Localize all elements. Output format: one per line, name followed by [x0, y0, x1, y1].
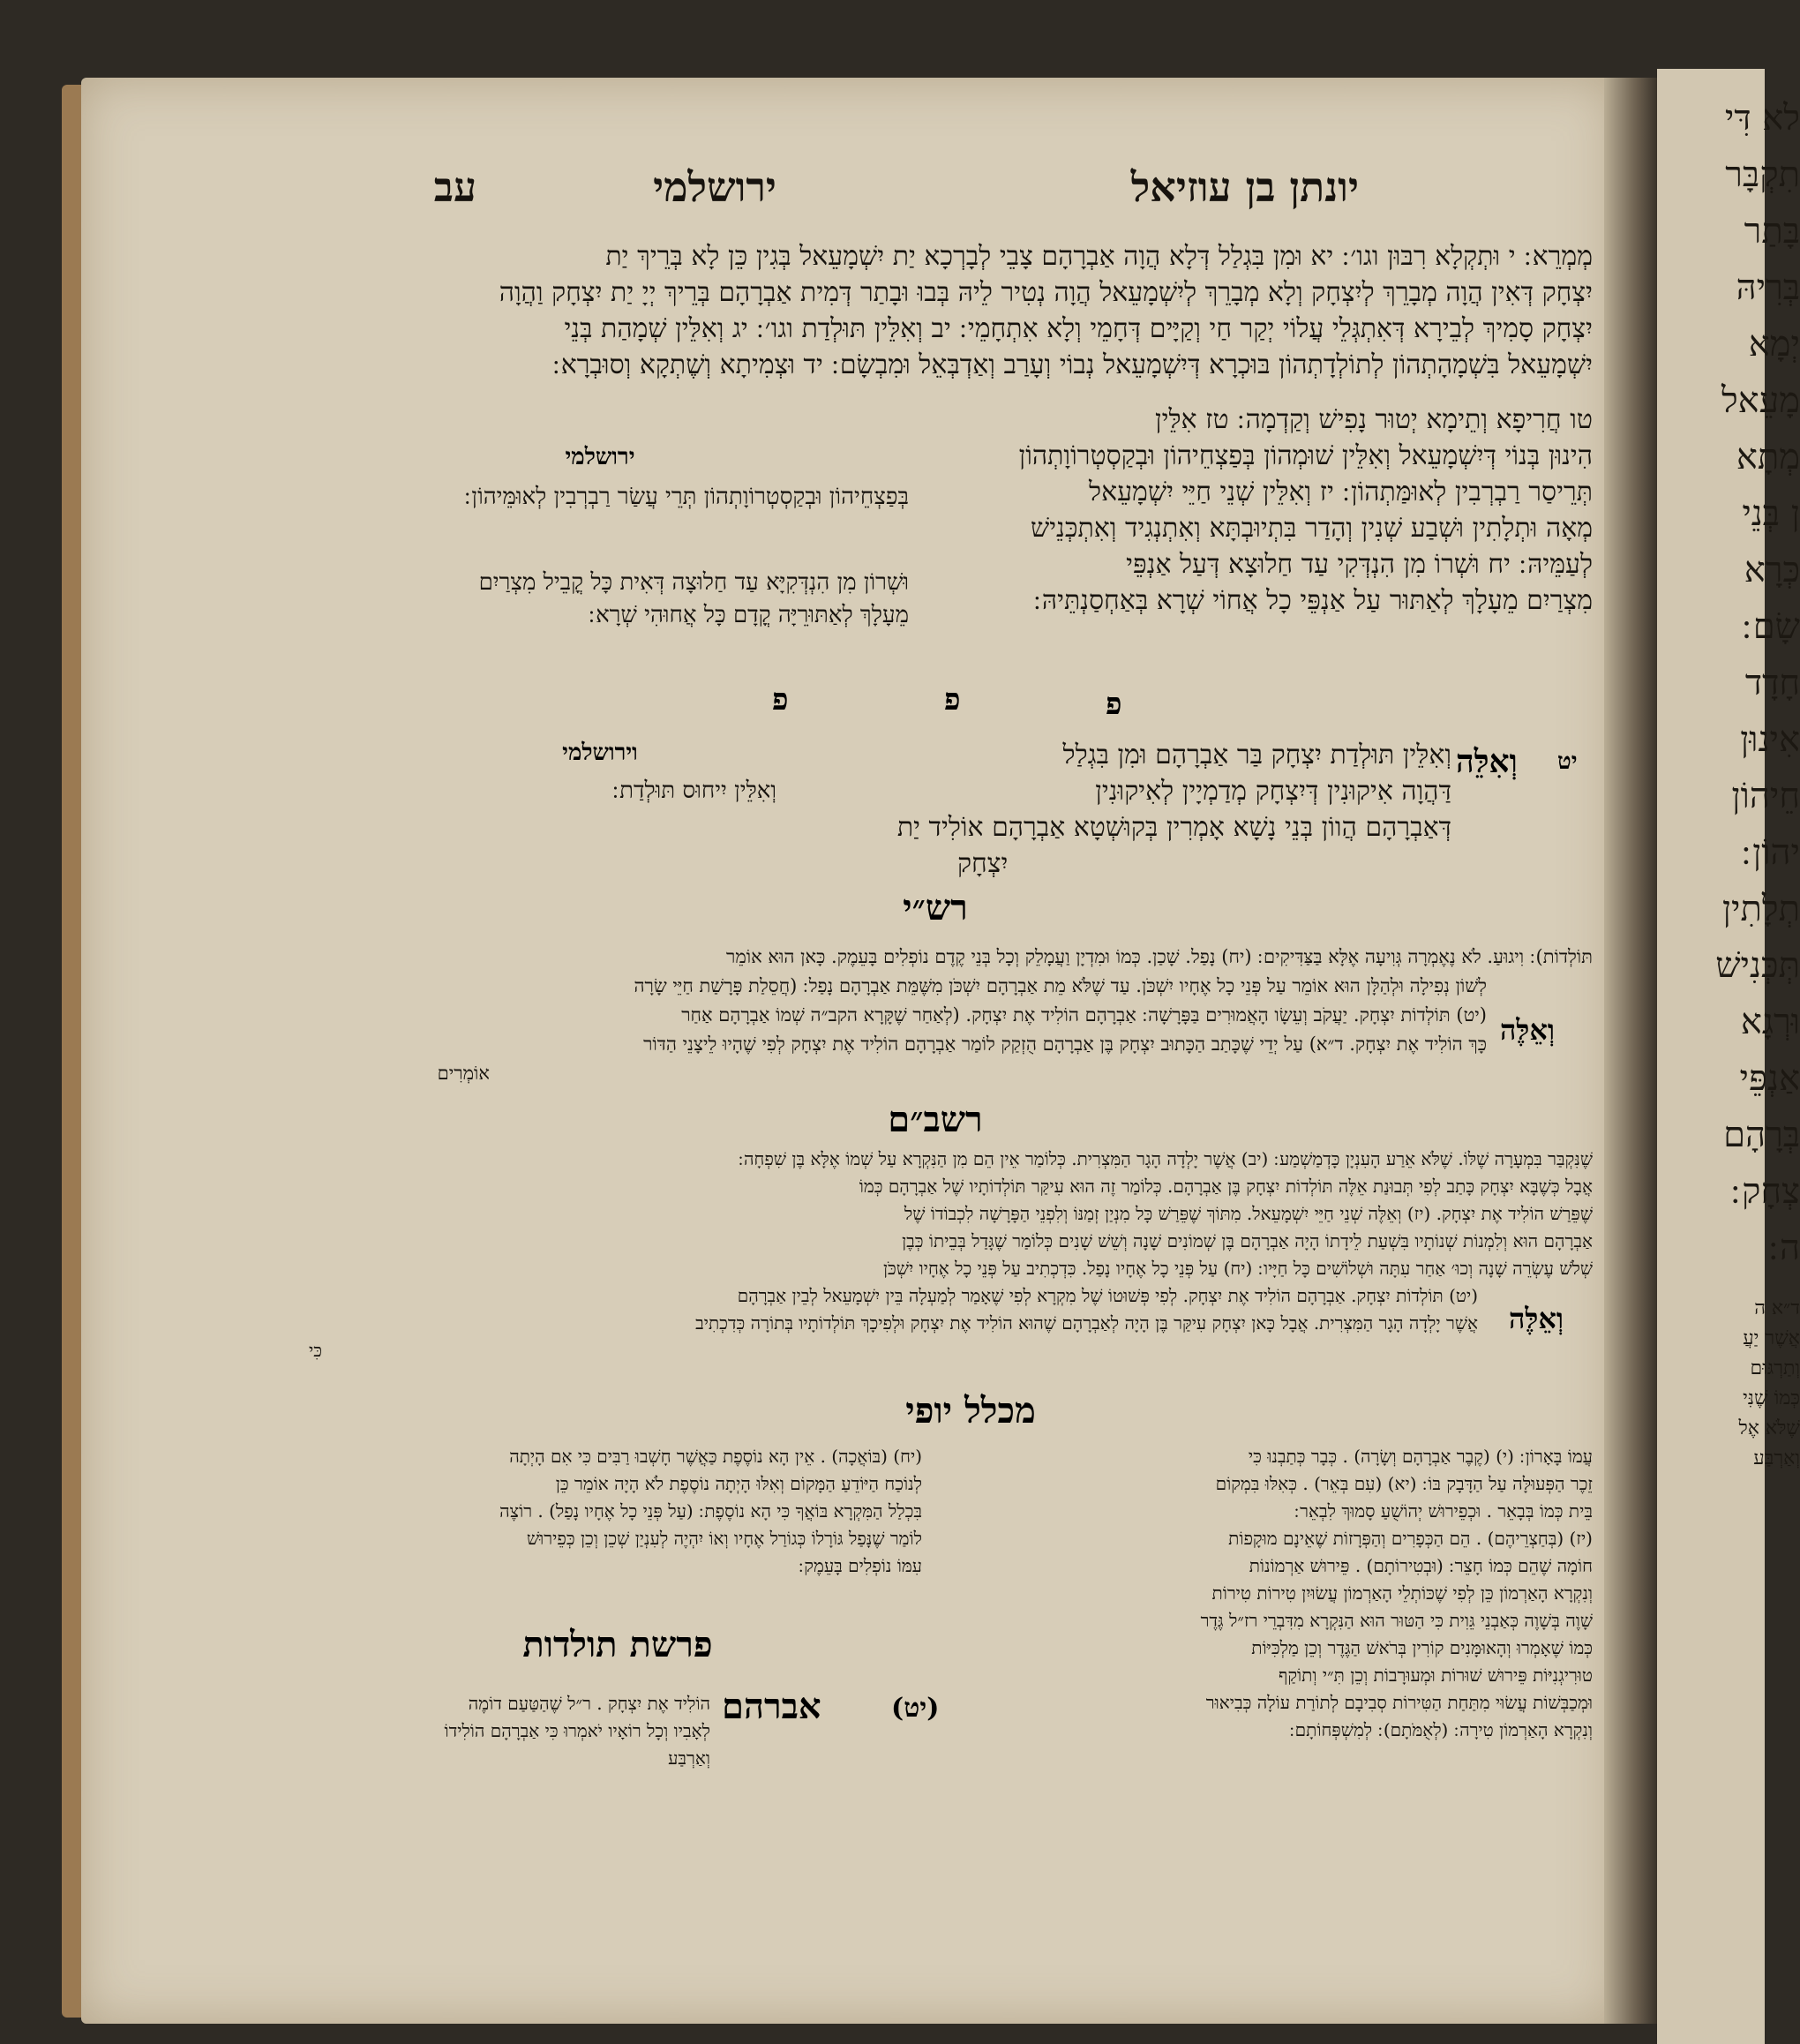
parasha-mark-3: פ: [1106, 687, 1122, 722]
rashi-line: כָּךְ הוֹלִיד אֶת יִצְחָק. ד״א) עַל יְדֵי שֶׁכָּתַב הַכָּתוּב יִצְחָק בֶּן אַבְרָהָם הֻזְקַק לוֹמַר אַבְרָהָם הוֹלִיד אֶת יִצְחָק לְפִי שֶׁהָיוּ לֵיצָנֵי הַדּוֹר: [643, 1033, 1487, 1055]
mikhlal-yofi-line: (יח) (בּוֹאֲכָה) . אֵין הָא נוֹסֶפֶת כַּאֲשֶׁר חָשְׁבוּ רַבִּים כִּי אִם הָיְתָה: [509, 1446, 922, 1467]
verse-19-lead-word: וְאִלֵּה: [1456, 743, 1518, 780]
parasha-mark-1: פ: [772, 682, 789, 718]
facing-page-note: כְּמוֹ שֶׁנִּי: [1743, 1387, 1800, 1409]
rashbam-line: שְׁלֹשׁ עֶשְׂרֵה שָׁנָה וְכוּ׳ אַחַר עִתָּה וּשְׁלוֹשִׁים כָּל חַיָּיו ׃ (יח) עַל פְּנֵי כָל אֶחָיו נָפַל. כִּדְכְתִיב עַל פְּנֵי כָל אֶחָיו יִשְׁכֹּן: [882, 1258, 1593, 1279]
mikhlal-yofi-right-column: [957, 1443, 1593, 1744]
mikhlal-yofi-line: וּמְכַבְּשׁוֹת עֲשׂוּי מִתַּחַת הַטִּירוֹת סְבִיבָם לְתוֹרַת עוֹלָה כְּבִיאוּר: [1205, 1692, 1593, 1713]
rashbam-lead-word: וְאֵלֶּה: [1509, 1302, 1564, 1335]
mikhlal-yofi-line: בִּכְלַל הַמִּקְרָא בּוֹאֲךָ כִּי הָא נוֹסֶפֶת ׃ (עַל פְּנֵי כָל אֶחָיו נָפַל) . רוֹצֶה: [499, 1500, 922, 1522]
targum-line: מִצְרַיִם מֵעָלָךְ לְאַתּוּר עַל אַנְפֵּי כָל אֲחוֹי שְׁרָא בְּאַחְסַנְתֵּיהּ ׃: [1033, 585, 1593, 616]
rashbam-line: אֲבָל כְּשֶׁבָּא יִצְחָק כָּתַב לְפִי תְּבוּנַת אֵלֶּה תּוֹלְדוֹת יִצְחָק בֶּן אַבְרָהָם. כְּלוֹמַר זֶה הוּא עִיקַּר תּוֹלְדוֹתָיו שֶׁל אַבְרָהָם כְּמוֹ: [859, 1176, 1593, 1197]
rashbam-title: רשב״ם: [888, 1099, 983, 1140]
facing-page-note: ד״א ה: [1754, 1297, 1800, 1319]
facing-page-line: תְּכְּנִישׁ: [1715, 945, 1800, 986]
facing-page-fragment: [1657, 69, 1800, 2044]
yerushalmi-line: בְּפַצְחֵיהוֹן וּבְקַסְטְרוֹוָתְהוֹן תְּרֵי עֲשַׂר רַבְרְבִין לְאוּמֵּיהוֹן ׃: [464, 484, 909, 510]
facing-page-note: שֶׁלֹּא אֶל: [1738, 1417, 1800, 1439]
targum-line: לְעַמֵּיהּ ׃ יח וּשְׁרוֹ מִן הִנְדְּקִי עַד חַלוּצָא דְּעַל אַנְפֵּי: [1126, 549, 1593, 580]
verse-19-text: [896, 737, 1451, 882]
mikhlal-yofi-line: עִמּוֹ נוֹפְלִים בָּעֵמֶק ׃: [798, 1555, 922, 1576]
facing-page-line: חֵיהוֹן: [1731, 776, 1800, 816]
yerushalmi-label: ירושלמי: [565, 444, 635, 470]
header-title-main: יונתן בן עוזיאל: [1130, 163, 1359, 211]
rashi-line: לְשׁוֹן נְפִילָה וּלְהַלָּן הוּא אוֹמֵר עַל פְּנֵי כָל אֶחָיו יִשְׁכֹּן. עַד שֶׁלֹּא מֵת אַבְרָהָם יִשְׁכֹּן מִשֶּׁמֵּת אַבְרָהָם נָפַל ׃ (חֲסֵלַת פָּרָשַׁת חַיֵּי שָׂרָה: [634, 975, 1487, 996]
yerushalmi-line: מֵעָלָךְ לְאַתּוּרֵיָּה קֳדָם כָּל אֲחוּהִי שְׁרָא ׃: [588, 602, 909, 628]
facing-page-line: אִינוּן: [1740, 719, 1800, 760]
parasha-mark-2: פ: [944, 682, 961, 718]
yerushalmi-verse19-label: וירושלמי: [562, 740, 638, 766]
verse-line: דַּהֲוָה אִיקוּנִין דְּיִצְחָק מְדַמְיָין לְאִיקוּנִין: [1095, 776, 1451, 807]
mikhlal-yofi-line: לוֹמַר שֶׁנָּפַל גּוֹרָלוֹ כְּגוֹרַל אֶחָיו וְאוֹ יִהְיֶה לְעִנְיַן שְׁכֵן וְכֵן כְּפֵירוּשׁ: [527, 1528, 922, 1549]
mikhlal-yofi-title: מכלל יופי: [905, 1390, 1036, 1432]
parashat-toledot-title: פרשת תולדות: [522, 1624, 713, 1665]
page-edge: [62, 85, 81, 2018]
targum-line: יִצְחָק דְּאִין הֲוָה מְבָרֵךְ לְיִצְחָק וְלָא מְבָרֵךְ לְיִשְׁמָעֵאל הֲוָה נְטִיר לֵיהּ בְּבוּ וּבָתַר דְּמִית אַבְרָהָם בְּרֵיךְ יְיָ יַת יִצְחָק וַהֲוָה: [499, 277, 1593, 308]
parashat-toledot-text: [287, 1690, 710, 1772]
facing-page-note: אֲשֶׁר יַעֲ: [1743, 1327, 1800, 1349]
rashbam-line: אֲשֶׁר יָלְדָה הָגָר הַמִּצְרִית. אֲבָל כָּאן יִצְחָק עִיקַּר בֶּן הָיָה לְאַבְרָהָם שֶׁהוּא הוֹלִיד אֶת יִצְחָק וּלְפִיכָךְ תּוֹלְדוֹתָיו בְּתוֹרָה כְּדִכְתִיב: [695, 1312, 1478, 1334]
facing-page-line: מְתָא: [1736, 437, 1800, 477]
verse-line: יִצְחָק: [957, 848, 1009, 879]
facing-page-line: יְמָא: [1748, 324, 1800, 364]
facing-page-line: בְּרָהָם: [1723, 1115, 1800, 1155]
rashi-commentary: [287, 943, 1593, 1088]
facing-page-line: כְּרָא: [1744, 550, 1800, 590]
mikhlal-yofi-line: בֵּית כְּמוֹ בְּבָאֵר . וּכְפֵירוּשׁ יְהוֹשֻׁעַ סָמוּךְ לִבְאֵר ׃: [1294, 1500, 1593, 1522]
targum-line: הִינוּן בְּנוֹי דְּיִשְׁמָעֵאל וְאִלֵּין שׁוּמְהוֹן בְּפַצְחֵיהוֹן וּבְקַסְטְרוֹוָתְהוֹן: [1018, 440, 1593, 471]
facing-page-notes: [1657, 1294, 1800, 1474]
targum-line: מְמְרֵא ׃ י וּתְקְלָא רִבּוּן וגו׳ ׃ יא וּמִן בִּגְלַל דְּלָא הֲוָה אַבְרָהָם צָבֵי לְבָרְכָא יַת יִשְׁמָעֵאל בְּגִין כֵּן לָא בְּרֵיךְ יַת: [605, 241, 1593, 272]
targum-line: טו חֲרִיפָא וְתֵימָא יְטוּר נָפִישׁ וְקַדְמָה ׃ טז אִלֵּין: [1155, 404, 1593, 435]
header-folio: עב: [433, 163, 476, 211]
toledot-lead-word: אברהם: [722, 1686, 821, 1727]
facing-page-line: חָדָד: [1744, 663, 1800, 703]
rashi-line: (יט) תּוֹלְדוֹת יִצְחָק. יַעֲקֹב וְעֵשָׂו הָאֲמוּרִים בַּפָּרָשָׁה ׃ אַבְרָהָם הוֹלִיד אֶת יִצְחָק. (לְאַחַר שֶׁקָּרָא הקב״ה שְׁמוֹ אַבְרָהָם אַחַר: [681, 1004, 1487, 1026]
facing-page-note: וְאַרְבַּע: [1753, 1447, 1800, 1469]
facing-page-line: צְחָק ׃: [1730, 1171, 1800, 1212]
rashbam-line: כִּי: [308, 1340, 322, 1361]
verse-19-number: יט: [1557, 748, 1578, 775]
facing-page-line: יהוֹן ׃: [1741, 832, 1800, 873]
targum-top-block: [287, 238, 1593, 383]
mikhlal-yofi-line: עֲמוֹ בָּאָרוֹן ׃ (י) (קֶבֶר אַבְרָהָם וְשָׂרָה) . כְּבָר כְּתַבְנוּ כִּי: [1248, 1446, 1593, 1467]
verse-line: דְּאַבְרָהָם הֲווֹן בְּנֵי נָשָׁא אָמְרִין בְּקוּשְׁטָא אַבְרָהָם אוֹלִיד יַת: [896, 812, 1451, 843]
targum-line: תְּרֵיסַר רַבְרְבִין לְאוּמַּתְהוֹן ׃ יז וְאִלֵּין שְׁנֵי חַיֵּי יִשְׁמָעֵאל: [1089, 477, 1593, 507]
rashbam-commentary: [287, 1146, 1593, 1364]
mikhlal-yofi-line: זֵכֶר הַפְּעוּלָּה עַל הַדָּבָק בּוֹ ׃ (יא) (עִם בְּאֵר) . כְּאִלּוּ בִּמְקוֹם: [1215, 1473, 1593, 1494]
facing-page-line: בְּרִיהּ: [1736, 267, 1800, 308]
yerushalmi-line: וּשְׁרוֹן מִן הִנְדְּקִיָּא עַד חַלוּצָה דְּאִית כָּל קֳבֵיל מִצְרַיִם: [478, 569, 909, 596]
facing-page-line: ה ׃: [1768, 1228, 1800, 1268]
yerushalmi-left-block-2: [291, 567, 909, 632]
yerushalmi-left-block-1: [291, 481, 909, 514]
mikhlal-yofi-line: טוּרִיגְנִיּוֹת פֵּירוּשׁ שׁוּרוֹת וּמְעוּרָבוֹת וְכֵן תִּ״י וְתוֹקַף: [1278, 1665, 1593, 1686]
rashi-line: תּוֹלְדוֹת) ׃ וִיגוּעַ. לֹא נֶאֶמְרָה גְּוִיעָה אֶלָּא בַּצַּדִּיקִים ׃ (יח) נָפַל. שָׁכַן. כְּמוֹ וּמִדְיָן וַעֲמָלֵק וְכָל בְּנֵי קֶדֶם נוֹפְלִים בָּעֵמֶק. כָּאן הוּא אוֹמֵר: [726, 946, 1593, 967]
toledot-verse-ref: (יט): [891, 1693, 940, 1724]
rashi-title: רש״י: [903, 887, 968, 928]
mikhlal-yofi-line: לְנוֹכַח הַיּוֹדֵעַ הַמָּקוֹם וְאִלּוּ הָיְתָה נוֹסֶפֶת לֹא הָיָה אוֹמֵר כֵּן: [555, 1473, 922, 1494]
facing-page-line: בָּתַר: [1744, 211, 1800, 252]
verse-line: וְאִלֵּין תּוּלְדַת יִצְחָק בַּר אַבְרָהָם וּמִן בִּגְלַל: [1062, 740, 1451, 770]
facing-page-line: לא דִּי: [1724, 98, 1800, 139]
facing-page-line: תִקְבָּר: [1725, 154, 1800, 195]
facing-page-note: וְתַרְגּוּם: [1750, 1357, 1800, 1379]
targum-right-column: [957, 402, 1593, 619]
header-title-second: ירושלמי: [653, 163, 776, 211]
toledot-line: וְאַרְבַּע: [668, 1747, 710, 1769]
mikhlal-yofi-line: שָׁוֶה בְּשָׁוֶה כְּאַבְנֵי גֵּוִית כִּי הַטּוּר הוּא הַנִּקְרָא מִדִּבְרֵי רז״ל גֶּדֶר: [1200, 1610, 1593, 1631]
facing-page-lines: [1657, 69, 1800, 1276]
targum-line: יִשְׁמָעֵאל בִּשְׁמָהָתְהוֹן לְתוֹלְדָתְהוֹן בּוּכְרָא דְּיִשְׁמָעֵאל נְבוֹי וְעָרַב וְאַדְבְּאֵל וּמִבְשָׂם ׃ יד וּצְמִיתָא וְשֶׁתְקָא וְסוּבְרָא ׃: [552, 349, 1593, 380]
mikhlal-yofi-line: (יז) (בְּחַצְרֵיהֶם) . הֵם הַכְּפָרִים וְהַפְּרָזוֹת שֶׁאֵינָם מוּקָפוֹת: [1228, 1528, 1593, 1549]
book-gutter: [1604, 78, 1657, 2024]
rashi-line: אוֹמְרִים: [437, 1063, 490, 1084]
yerushalmi-verse19-line: וְאִלֵּין יִיחוּס תּוּלְדַת ׃: [611, 778, 776, 804]
mikhlal-yofi-line: וְנִקְרָא הָאַרְמוֹן כֵּן לְפִי שֶׁכּוֹתְלֵי הָאַרְמוֹן עֲשׂוּיִן טִירוֹת טִירוֹת: [1211, 1582, 1593, 1604]
rashi-lead-word: וְאֵלֶּה: [1500, 1013, 1556, 1047]
toledot-line: לְאָבִיו וְכָל רוֹאָיו יֹאמְרוּ כִּי אַבְרָהָם הוֹלִידוֹ: [444, 1720, 710, 1741]
rashbam-line: שֶׁנִּקְבַּר בִּמְעָרָה שֶׁלּוֹ. שֶׁלֹּא אֵרַע הָעִנְיָן כָּדְמַשְׁמַע ׃ (יב) אֲשֶׁר יָלְדָה הָגָר הַמִּצְרִית. כְּלוֹמַר אֵין הֵם מִן הַנִּקְרָא עַל שְׁמוֹ אֶלָּא בֶּן שִׁפְחָה ׃: [738, 1148, 1593, 1169]
facing-page-line: תְלָתִין: [1721, 889, 1800, 929]
mikhlal-yofi-line: וְנִקְרָא הָאַרְמוֹן טִירָה ׃ (לְאֻמֹּתָם) ׃ לְמִשְׁפְּחוֹתָם ׃: [1289, 1719, 1593, 1740]
rashbam-line: (יט) תּוֹלְדוֹת יִצְחָק. אַבְרָהָם הוֹלִיד אֶת יִצְחָק. לְפִי פְּשׁוּטוֹ שֶׁל מִקְרָא לְפִי שֶׁאָמַר לְמַעְלָה בֵּין יִשְׁמָעֵאל לְבֵין אַבְרָהָם: [737, 1285, 1478, 1306]
targum-line: יִצְחָק סָמִיךְ לְבֵירָא דְּאִתְגְּלֵי עֲלוֹי יְקַר חַי וְקַיָּים דְּחָמֵי וְלָא אִתְחָמֵי ׃ יב וְאִלֵּין תּוּלְדַת וגו׳ ׃ יג וְאִלֵּין שְׁמָהַת בְּנֵי: [564, 313, 1593, 344]
facing-page-line: שָׂם ׃: [1742, 606, 1800, 647]
mikhlal-yofi-line: כְּמוֹ שֶׁאָמְרוּ וְהָאוּמָּנִים קוֹרִין בְּרֹאשׁ הַגֶּדֶר וְכֵן מַלְכִּיּוֹת: [1251, 1637, 1593, 1658]
toledot-line: הוֹלִיד אֶת יִצְחָק . ר״ל שֶׁהַטַּעַם דוֹמֶה: [468, 1693, 710, 1714]
mikhlal-yofi-line: חוֹמָה שֶׁהֵם כְּמוֹ חָצֵר ׃ (וּבְטִירוֹתָם) . פֵּירוּשׁ אַרְמוֹנוֹת: [1249, 1555, 1593, 1576]
targum-line: מְאָה וּתְלָתִין וּשְׁבַע שְׁנִין וְהָדַר בִּתְיוּבְתָּא וְאִתְנְגִיד וְאִתְכְּנֵישׁ: [1030, 513, 1593, 544]
rashbam-line: שֶׁפֵּרַשׁ הוֹלִיד אֶת יִצְחָק. (יז) וְאֵלֶּה שְׁנֵי חַיֵּי יִשְׁמָעֵאל. מִתּוֹךְ שֶׁפֵּרַשׁ כָּל מִנְיַן זְמַנּוֹ וְלִפְנֵי הַפָּרָשָׁה לִכְבוֹדוֹ שֶׁל: [904, 1203, 1593, 1224]
mikhlal-yofi-left-column: [287, 1443, 922, 1580]
facing-page-line: ן בְּנֵי: [1742, 493, 1800, 534]
rashbam-line: אַבְרָהָם הוּא וְלִמְנוֹת שְׁנוֹתָיו בִּשְׁעַת לֵידָתוֹ הָיָה אַבְרָהָם בֶּן שְׁמוֹנִים שָׁנָה וְשֵׁשׁ שָׁנִים כְּלוֹמַר שֶׁגָּדַל בְּבֵיתוֹ כְּבֶן: [902, 1230, 1593, 1251]
facing-page-line: אַנְפֵּי: [1739, 1058, 1800, 1099]
facing-page-line: וּרְגָא: [1740, 1002, 1800, 1042]
facing-page-line: מָעֵאל: [1721, 380, 1800, 421]
